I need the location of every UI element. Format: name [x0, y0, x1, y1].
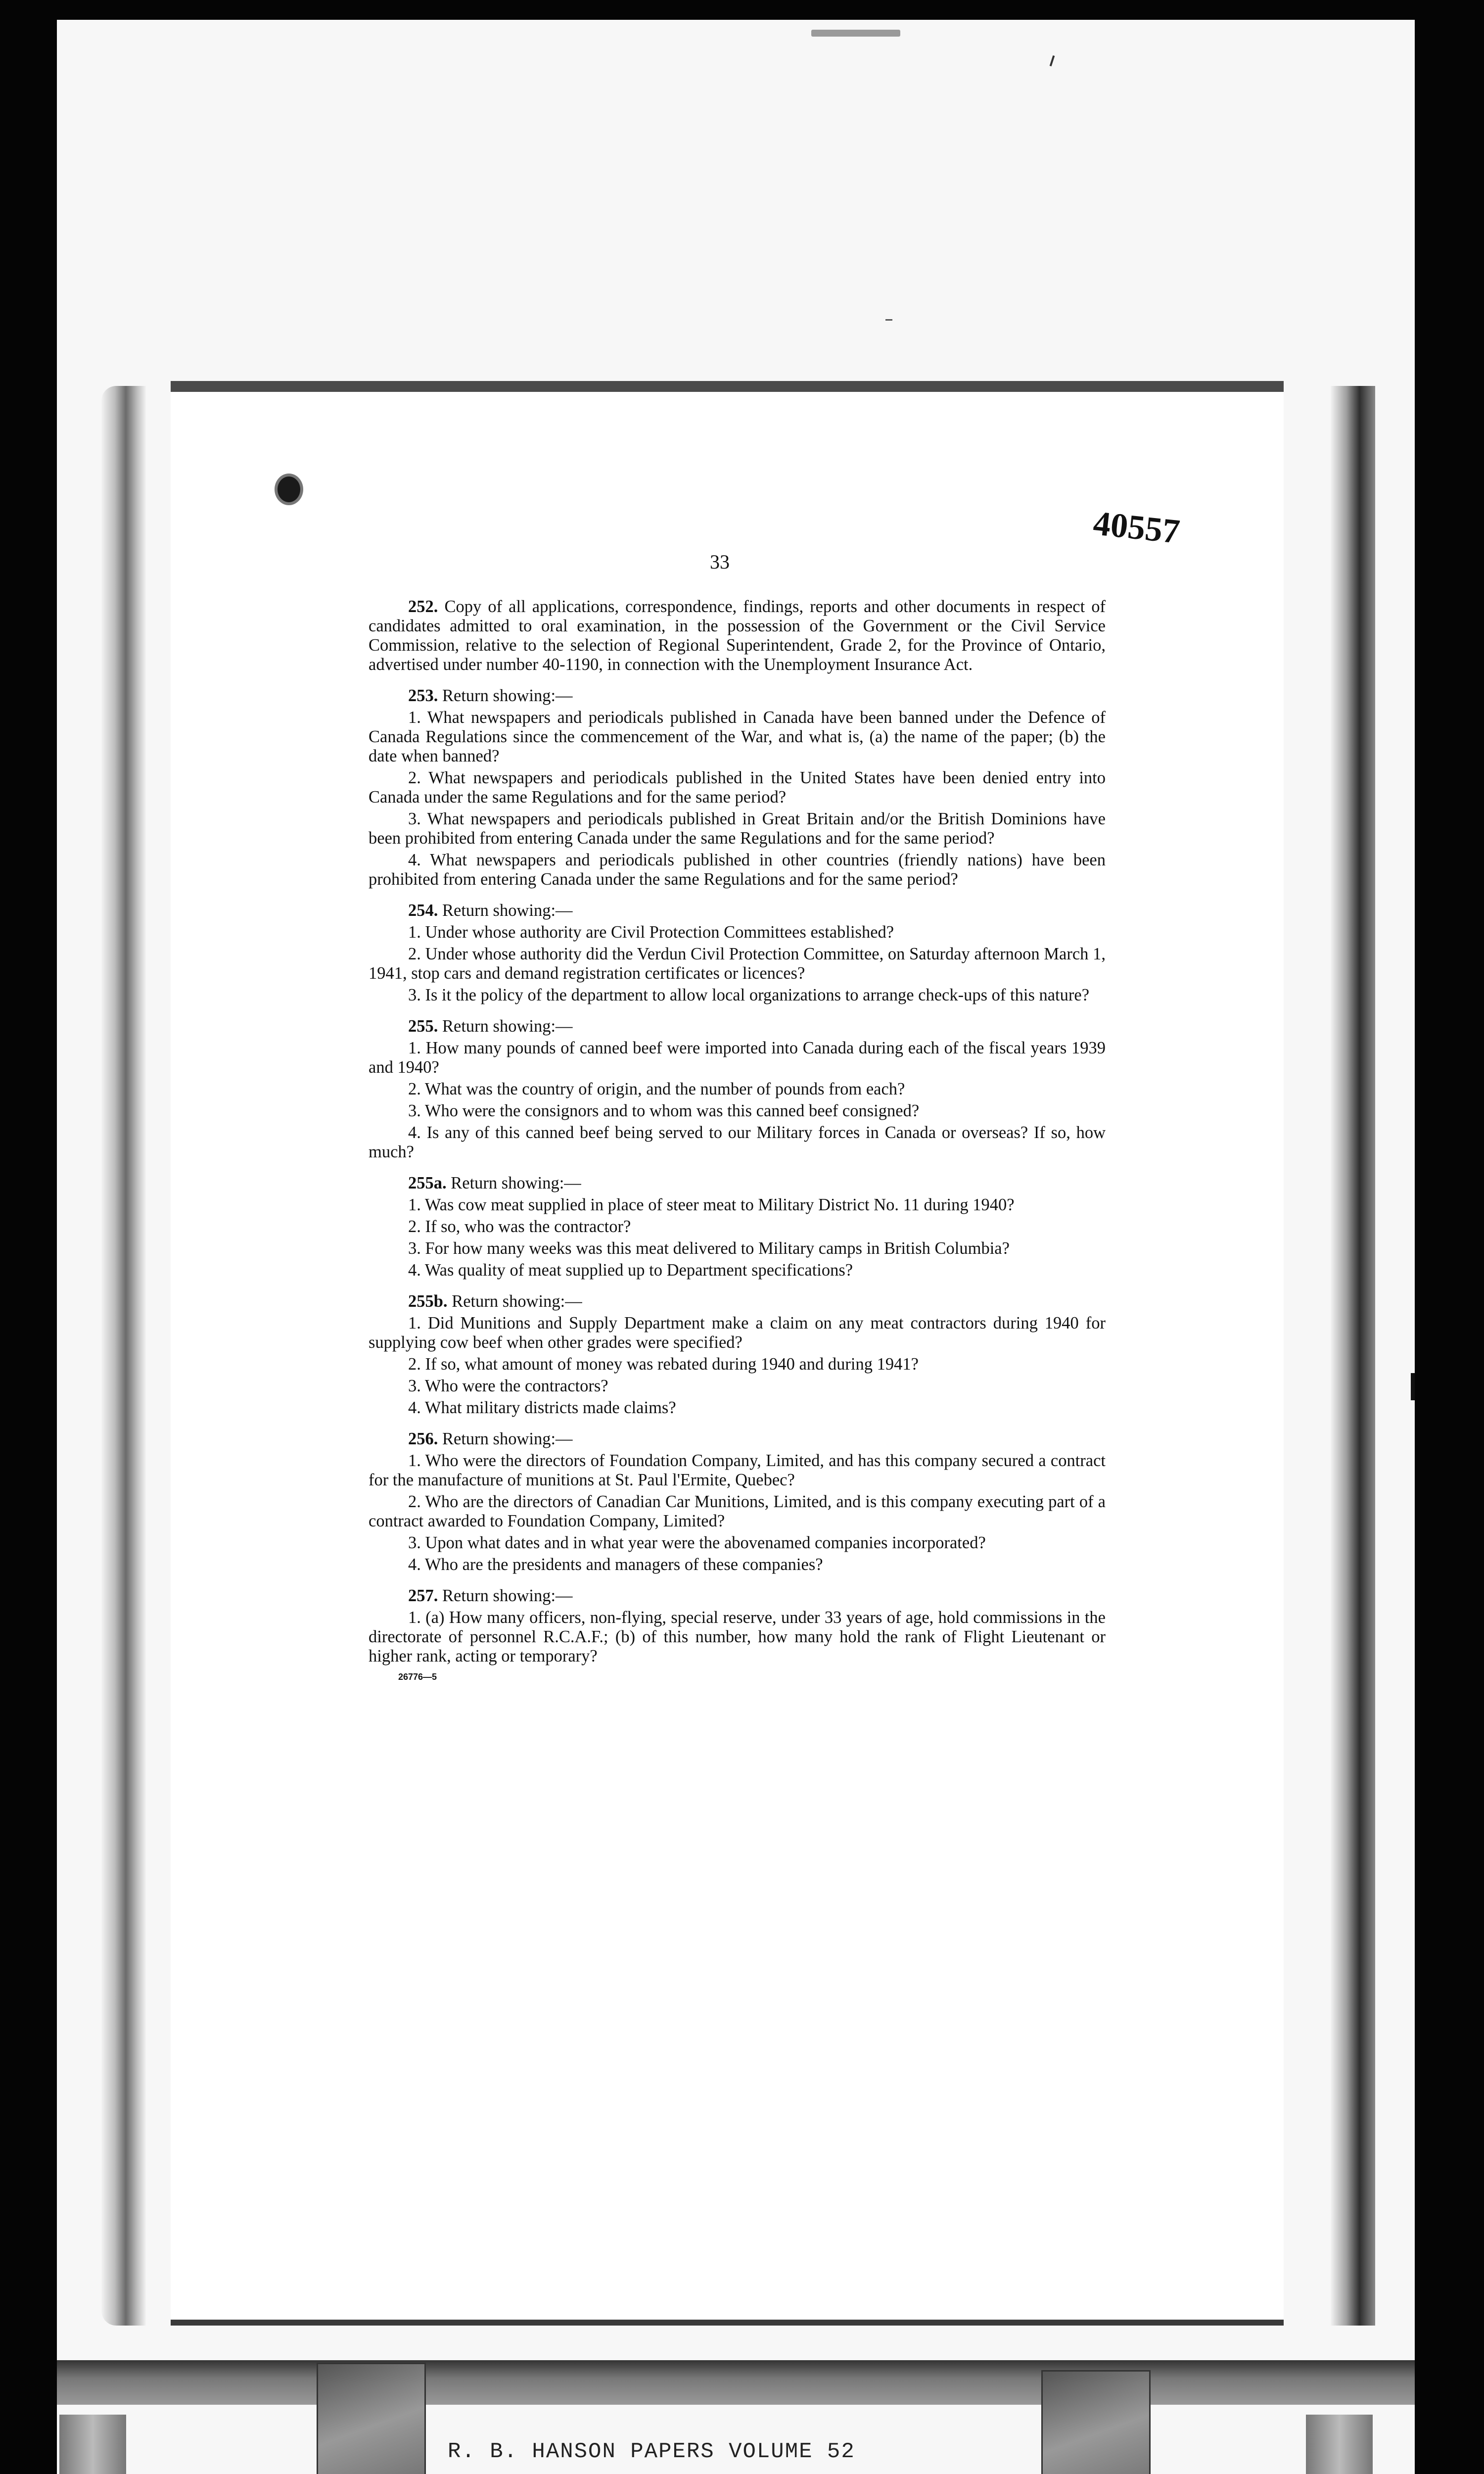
document-page [171, 381, 1284, 2326]
question-heading [369, 1292, 1106, 1311]
question-number: 257. [408, 1586, 438, 1605]
question-item: 2. Who are the directors of Canadian Car Munitions, Limited, and is this company executing part of a contract awarded to Foundation Company, Limited? [369, 1492, 1106, 1530]
question-item: 4. What newspapers and periodicals published in other countries (friendly nations) have been prohibited from entering Canada under the same Regulations and for the same period? [369, 851, 1106, 889]
question-item: 3. Upon what dates and in what year were the abovenamed companies incorporated? [408, 1533, 986, 1552]
question-item: 1. How many pounds of canned beef were imported into Canada during each of the fiscal years 1939 and 1940? [369, 1039, 1106, 1077]
stamp-number: 40557 [1091, 504, 1182, 551]
question-item: 1. Did Munitions and Supply Department make a claim on any meat contractors during 1940 for supplying cow beef when other grades were specified? [369, 1314, 1106, 1352]
question-item: 2. What newspapers and periodicals published in the United States have been denied entry into Canada under the same Regulations and for the same period? [369, 768, 1106, 807]
footer-band [57, 2360, 1415, 2405]
question-heading [369, 1429, 1106, 1449]
question-252 [369, 597, 1106, 674]
question-item: 2. What was the country of origin, and the number of pounds from each? [408, 1080, 905, 1098]
right-binding-strip [1331, 386, 1375, 2326]
question-255a [369, 1174, 1106, 1280]
question-item: 4. What military districts made claims? [408, 1398, 676, 1417]
question-item: 2. Under whose authority did the Verdun Civil Protection Committee, on Saturday afternoon March 1, 1941, stop cars and demand registration certificates or licences? [369, 945, 1106, 983]
question-item: 3. For how many weeks was this meat delivered to Military camps in British Columbia? [408, 1239, 1010, 1258]
question-item: 2. If so, who was the contractor? [408, 1217, 631, 1236]
question-item: 1. Under whose authority are Civil Protection Committees established? [408, 923, 894, 942]
question-255 [369, 1017, 1106, 1162]
questions-list [369, 597, 1106, 1687]
heading-text: Return showing:— [442, 1586, 573, 1605]
question-heading [369, 686, 1106, 706]
question-paragraph [369, 597, 1106, 674]
heading-text: Return showing:— [452, 1292, 582, 1311]
question-number: 255b. [408, 1292, 448, 1311]
question-item: 4. Who are the presidents and managers of these companies? [408, 1555, 823, 1574]
question-number: 256. [408, 1429, 438, 1448]
question-254 [369, 901, 1106, 1005]
question-number: 255a. [408, 1174, 447, 1192]
tape-right [1041, 2370, 1151, 2474]
heading-text: Return showing:— [442, 901, 573, 920]
question-255b [369, 1292, 1106, 1418]
question-number: 253. [408, 686, 438, 705]
question-heading [369, 1174, 1106, 1193]
question-253 [369, 686, 1106, 889]
question-257 [369, 1586, 1106, 1666]
heading-text: Return showing:— [451, 1174, 581, 1192]
question-number: 252. [408, 597, 438, 616]
paragraph-text: Copy of all applications, correspondence, findings, reports and other documents in respect of candidates admitted to oral examination, in the possession of the Government or the Civil Service Commission, relative to the selection of Regional Superintendent, Grade 2, for the Province of Ontario, advertised under number 40-1190, in connection with the Unemployment Insurance Act. [369, 597, 1106, 674]
question-heading [369, 1017, 1106, 1036]
print-code: 26776—5 [398, 1672, 437, 1682]
question-item: 1. (a) How many officers, non-flying, special reserve, under 33 years of age, hold commissions in the directorate of personnel R.C.A.F.; (b) of this number, how many hold the rank of Flight Lieutenant or higher rank, acting or temporary? [369, 1608, 1106, 1665]
left-binding-strip [101, 386, 146, 2326]
page-number: 33 [710, 551, 730, 573]
question-heading [369, 1586, 1106, 1606]
question-item: 4. Is any of this canned beef being served to our Military forces in Canada or overseas? If so, how much? [369, 1123, 1106, 1161]
question-item: 1. Who were the directors of Foundation Company, Limited, and has this company secured a contract for the manufacture of munitions at St. Paul l'Ermite, Quebec? [369, 1451, 1106, 1489]
margin-smudge [811, 30, 900, 37]
question-item: 4. Was quality of meat supplied up to Department specifications? [408, 1261, 853, 1280]
pencil-dash [885, 319, 892, 321]
question-number: 254. [408, 901, 438, 920]
question-number: 255. [408, 1017, 438, 1036]
heading-text: Return showing:— [442, 1017, 573, 1036]
question-item: 3. Is it the policy of the department to allow local organizations to arrange check-ups of this nature? [408, 986, 1090, 1004]
question-item: 1. Was cow meat supplied in place of steer meat to Military District No. 11 during 1940? [408, 1195, 1015, 1214]
question-item: 3. Who were the contractors? [408, 1377, 608, 1395]
heading-text: Return showing:— [442, 686, 573, 705]
tape-left [317, 2363, 426, 2474]
question-item: 3. What newspapers and periodicals published in Great Britain and/or the British Dominions have been prohibited from entering Canada under the same Regulations and for the same period? [369, 809, 1106, 848]
label-post-right [1306, 2415, 1373, 2474]
heading-text: Return showing:— [442, 1429, 573, 1448]
edge-mark [1411, 1373, 1415, 1400]
question-item: 3. Who were the consignors and to whom was this canned beef consigned? [408, 1101, 920, 1120]
label-post-left [59, 2415, 126, 2474]
question-heading [369, 901, 1106, 920]
punch-hole [275, 474, 303, 505]
question-item: 1. What newspapers and periodicals published in Canada have been banned under the Defence of Canada Regulations since the commencement of the War, and what is, (a) the name of the paper; (b) the date when banned? [369, 708, 1106, 765]
question-256 [369, 1429, 1106, 1574]
question-item: 2. If so, what amount of money was rebated during 1940 and during 1941? [408, 1355, 919, 1374]
volume-label: R. B. HANSON PAPERS VOLUME 52 [448, 2439, 855, 2464]
